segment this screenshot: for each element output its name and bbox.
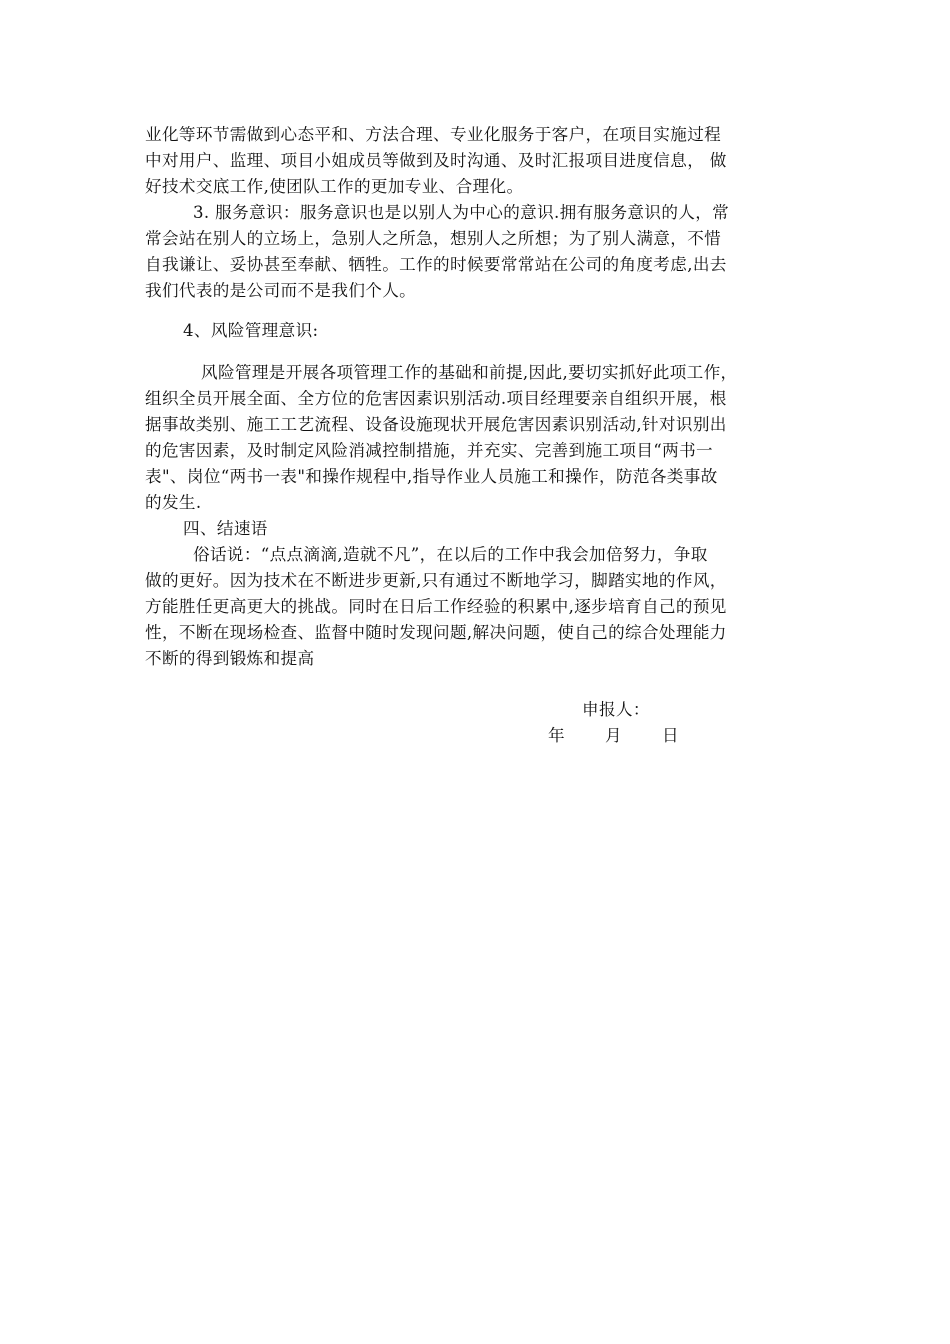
paragraph-line: 的发生. [145,493,202,512]
paragraph-line: 的危害因素，及时制定风险消减控制措施，并充实、完善到施工项目“两书一 [145,441,713,460]
paragraph-line: 3. 服务意识：服务意识也是以别人为中心的意识.拥有服务意识的人，常 [193,203,730,222]
paragraph-line: 自我谦让、妥协甚至奉献、牺牲。工作的时候要常常站在公司的角度考虑,出去 [145,255,727,274]
applicant-label: 申报人： [582,700,650,719]
paragraph-line: 常会站在别人的立场上，急别人之所急，想别人之所想；为了别人满意，不惜 [145,229,722,248]
date-year-label: 年 [548,726,565,745]
paragraph-line: 我们代表的是公司而不是我们个人。 [145,281,417,300]
item3-service-awareness [145,200,810,304]
paragraph-line: 业化等环节需做到心态平和、方法合理、专业化服务于客户，在项目实施过程 [145,125,722,144]
paragraph-line: 不断的得到锻炼和提高 [145,649,315,668]
paragraph-line: 俗话说：“点点滴滴,造就不凡”，在以后的工作中我会加倍努力，争取 [193,545,708,564]
paragraph-line: 表"、岗位“两书一表"和操作规程中,指导作业人员施工和操作，防范各类事故 [145,467,718,486]
paragraph-line: 组织全员开展全面、全方位的危害因素识别活动.项目经理要亲自组织开展，根 [145,389,727,408]
section4-conclusion [145,542,810,672]
paragraph-line: 好技术交底工作,使团队工作的更加专业、合理化。 [145,177,524,196]
date-month-label: 月 [605,726,622,745]
paragraph-line: 性，不断在现场检查、监督中随时发现问题,解决问题，使自己的综合处理能力 [145,623,727,642]
paragraph-line: 做的更好。因为技术在不断进步更新,只有通过不断地学习，脚踏实地的作风， [145,571,727,590]
paragraph-line: 方能胜任更高更大的挑战。同时在日后工作经验的积累中,逐步培育自己的预见 [145,597,727,616]
section3-continuation [145,122,810,200]
item4-risk-management [145,360,810,516]
paragraph-line: 中对用户、监理、项目小姐成员等做到及时沟通、及时汇报项目进度信息， 做 [145,151,727,170]
document-body [145,122,810,672]
paragraph-line: 据事故类别、施工工艺流程、设备设施现状开展危害因素识别活动,针对识别出 [145,415,727,434]
date-day-label: 日 [662,726,679,745]
item4-heading: 4、风险管理意识: [183,321,319,340]
section4-heading: 四、结速语 [183,519,268,538]
paragraph-line: 风险管理是开展各项管理工作的基础和前提,因此,要切实抓好此项工作， [201,363,738,382]
